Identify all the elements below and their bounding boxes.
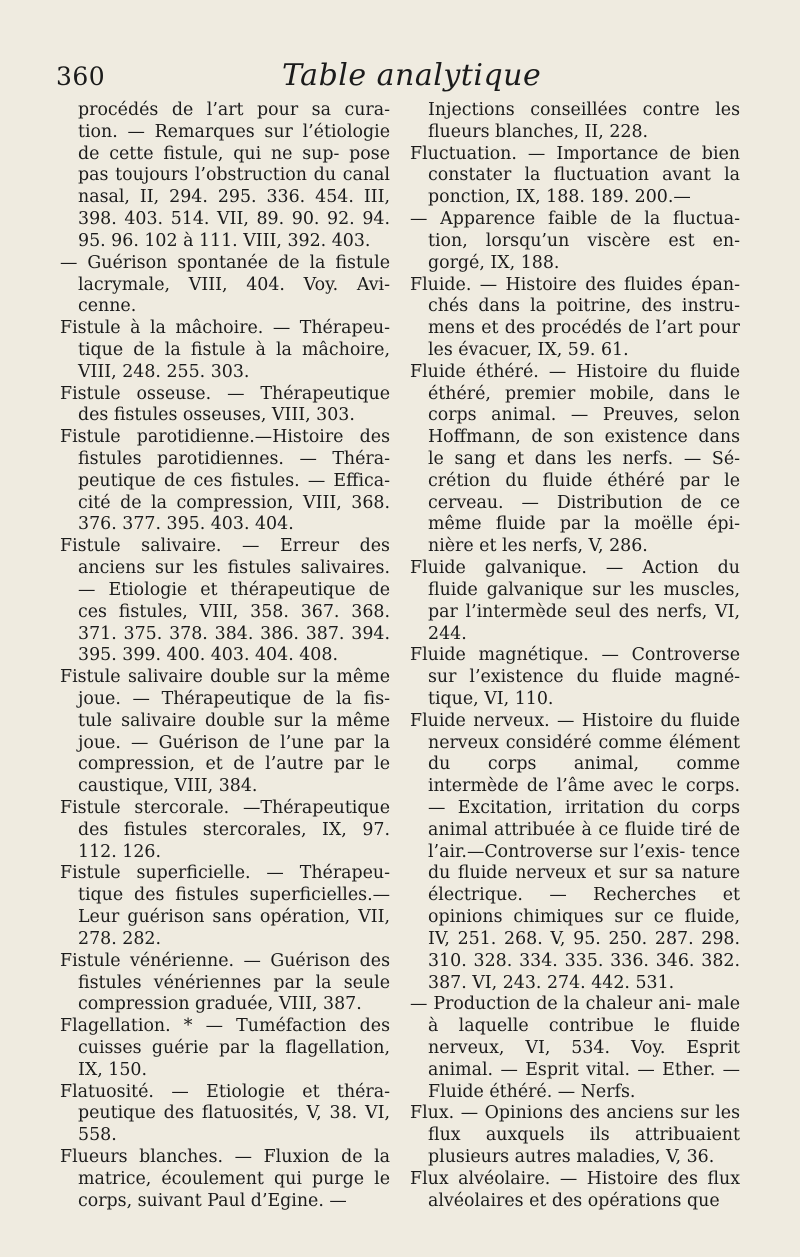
index-entry: Fluide magnétique. — Controverse sur l’existence du fluide magné- tique, VI, 110. [410,645,740,709]
index-entry: — Production de la chaleur ani- male à laquelle contribue le fluide nerveux, VI, 534. Voy. Esprit animal. — Esprit vital. — Ether. — Fluide éthéré. — Nerfs. [410,994,740,1102]
page-number: 360 [56,62,106,91]
index-entry: Flux. — Opinions des anciens sur les flux auxquels ils attribuaient plusieurs autres maladies, V, 36. [410,1103,740,1167]
index-entry: Fluide. — Histoire des fluides épan- chés dans la poitrine, des instru- mens et des procédés de l’art pour les évacuer, IX, 59. 61. [410,274,740,360]
index-entry: Fluide nerveux. — Histoire du fluide nerveux considéré comme élément du corps animal, comme intermède de l’âme avec le corps. — Excitation, irritation du corps animal attribuée à ce fluide tiré de l’air.—Controverse sur l’exis- tence du fluide nerveux et sur sa nature électrique. — Recherches et opinions chimiques sur ce fluide, IV, 251. 268. V, 95. 250. 287. 298. 310. 328. 334. 335. 336. 346. 382. 387. VI, 243. 274. 442. 531. [410,710,740,993]
index-entry: Fluide éthéré. — Histoire du fluide éthéré, premier mobile, dans le corps animal. — Preuves, selon Hoffmann, de son existence dans le sang et dans les nerfs. — Sé- crétion du fluide éthéré par le cerveau. — Distribution de ce même fluide par la moëlle épi- nière et les nerfs, V, 286. [410,361,740,557]
index-entry: Fluide galvanique. — Action du fluide galvanique sur les muscles, par l’intermède seul des nerfs, VI, 244. [410,558,740,644]
index-entry: Fluctuation. — Importance de bien constater la fluctuation avant la ponction, IX, 188. 189. 200.— [410,143,740,208]
index-entry: Flux alvéolaire. — Histoire des flux alvéolaires et des opérations que [410,1168,740,1211]
index-entry: Flueurs blanches. — Fluxion de la matrice, écoulement qui purge le corps, suivant Paul d’Egine. — [60,1147,390,1211]
index-entry: Fistule osseuse. — Thérapeutique des fistules osseuses, VIII, 303. [60,383,390,426]
right-column [410,100,740,1212]
left-column [60,100,390,1212]
index-entry: Fistule salivaire double sur la même joue. — Thérapeutique de la fis- tule salivaire double sur la même joue. — Guérison de l’une par la compression, et de l’autre par le caustique, VIII, 384. [60,667,390,797]
index-entry: — Guérison spontanée de la fistule lacrymale, VIII, 404. Voy. Avi- cenne. [60,252,390,317]
index-entry: Fistule à la mâchoire. — Thérapeu- tique de la fistule à la mâchoire, VIII, 248. 255. 303. [60,318,390,382]
running-title: Table analytique [282,58,542,93]
index-entry: Flagellation. * — Tuméfaction des cuisses guérie par la flagellation, IX, 150. [60,1016,390,1080]
index-entry: Fistule vénérienne. — Guérison des fistules vénériennes par la seule compression graduée, VIII, 387. [60,950,390,1015]
index-entry: Fistule superficielle. — Thérapeu- tique des fistules superficielles.— Leur guérison sans opération, VII, 278. 282. [60,863,390,949]
index-entry: — Apparence faible de la fluctua- tion, lorsqu’un viscère est en- gorgé, IX, 188. [410,209,740,273]
index-entry: procédés de l’art pour sa cura- tion. — Remarques sur l’étiologie de cette fistule, qui ne sup- pose pas toujours l’obstruction du canal nasal, II, 294. 295. 336. 454. III, 398. 403. 514. VII, 89. 90. 92. 94. 95. 96. 102 à 111. VIII, 392. 403. [78,100,390,251]
index-entry: Fistule parotidienne.—Histoire des fistules parotidiennes. — Théra- peutique de ces fistules. — Effica- cité de la compression, VIII, 368. 376. 377. 395. 403. 404. [60,427,390,535]
index-entry: Flatuosité. — Etiologie et théra- peutique des flatuosités, V, 38. VI, 558. [60,1081,390,1146]
index-entry: Fistule stercorale. —Thérapeutique des fistules stercorales, IX, 97. 112. 126. [60,798,390,862]
index-entry: Fistule salivaire. — Erreur des anciens sur les fistules salivaires. — Etiologie et thérapeutique de ces fistules, VIII, 358. 367. 368. 371. 375. 378. 384. 386. 387. 394. 395. 399. 400. 403. 404. 408. [60,536,390,666]
index-entry: Injections conseillées contre les flueurs blanches, II, 228. [428,100,740,142]
